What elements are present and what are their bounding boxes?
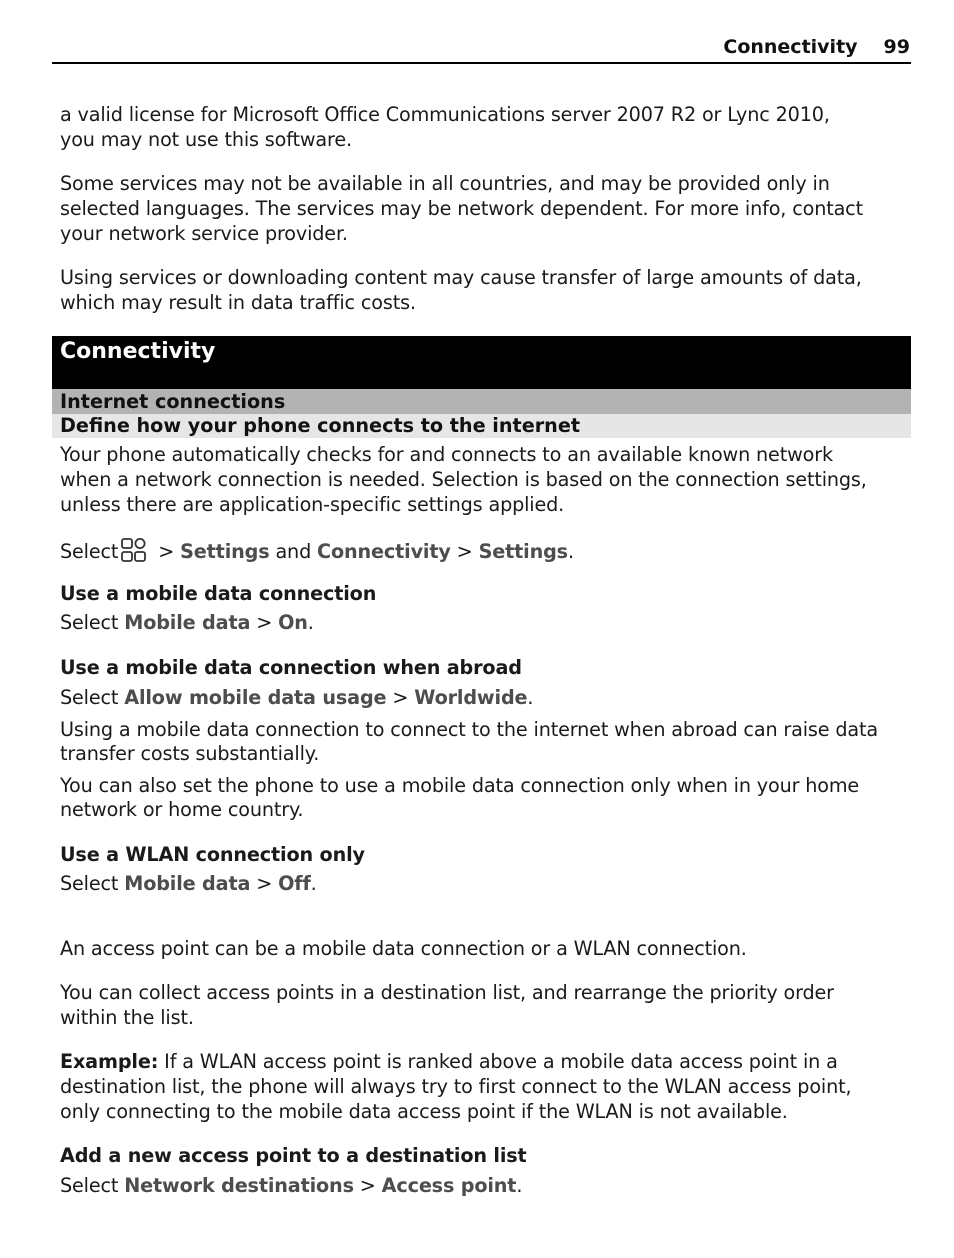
running-header (723, 36, 910, 58)
on-option: On (278, 611, 308, 634)
access-point-option: Access point (381, 1174, 517, 1197)
body-p4-line2: when a network connection is needed. Selection is based on the connection settings, (60, 468, 867, 491)
allow-mobile-data-item: Allow mobile data usage (124, 686, 387, 709)
body-p6-line1: You can also set the phone to use a mobile data connection only when in your home (60, 774, 860, 797)
heading-abroad: Use a mobile data connection when abroad (60, 656, 522, 679)
example-text: If a WLAN access point is ranked above a mobile data access point in a (158, 1050, 838, 1073)
chapter-title: Connectivity (60, 339, 216, 364)
body-p8-line1: You can collect access points in a destination list, and rearrange the priority order (60, 981, 834, 1004)
body-p4-line3: unless there are application-specific settings applied. (60, 493, 565, 516)
example-line2: destination list, the phone will always try to first connect to the WLAN access point, (60, 1075, 852, 1098)
example-line3: only connecting to the mobile data access point if the WLAN is not available. (60, 1100, 788, 1123)
path-separator: > (250, 872, 279, 895)
period: . (516, 1174, 523, 1197)
menu-grid-icon (120, 537, 148, 563)
body-p5-line2: transfer costs substantially. (60, 742, 320, 765)
header-rule (52, 62, 911, 64)
network-destinations-item: Network destinations (124, 1174, 354, 1197)
select-word: Select (60, 1174, 125, 1197)
period: . (307, 611, 314, 634)
section-title: Internet connections (60, 390, 286, 413)
body-p4-line1: Your phone automatically checks for and connects to an available known network (60, 443, 833, 466)
intro-p3-line2: which may result in data traffic costs. (60, 291, 416, 314)
intro-p1-line1: a valid license for Microsoft Office Communications server 2007 R2 or Lync 2010, (60, 103, 830, 126)
period: . (310, 872, 317, 895)
worldwide-option: Worldwide (414, 686, 528, 709)
select-word: Select (60, 540, 119, 563)
subsection-heading-band (52, 414, 911, 438)
chapter-heading-band (52, 336, 911, 389)
page-number: 99 (883, 36, 910, 58)
heading-wlan: Use a WLAN connection only (60, 843, 365, 866)
connectivity-item: Connectivity (317, 540, 451, 563)
add-access-point-instruction (60, 1174, 522, 1199)
body-p6-line2: network or home country. (60, 798, 304, 821)
body-p7-line1: An access point can be a mobile data connection or a WLAN connection. (60, 937, 747, 960)
mobile-data-instruction (60, 611, 314, 636)
off-option: Off (278, 872, 311, 895)
subsection-title: Define how your phone connects to the internet (60, 414, 581, 437)
select-word: Select (60, 611, 125, 634)
intro-p3-line1: Using services or downloading content may cause transfer of large amounts of data, (60, 266, 862, 289)
example-label: Example: (60, 1050, 159, 1073)
wlan-instruction (60, 872, 317, 897)
select-word: Select (60, 686, 125, 709)
abroad-instruction (60, 686, 533, 711)
and-word: and (269, 540, 318, 563)
example-line1 (60, 1050, 838, 1075)
header-section-title: Connectivity (723, 36, 858, 58)
settings-subitem: Settings (478, 540, 568, 563)
settings-item: Settings (180, 540, 270, 563)
intro-p2-line3: your network service provider. (60, 222, 348, 245)
path-separator: > (152, 540, 181, 563)
path-separator: > (386, 686, 415, 709)
path-separator: > (450, 540, 479, 563)
mobile-data-item: Mobile data (124, 872, 251, 895)
period: . (527, 686, 534, 709)
heading-mobile-data: Use a mobile data connection (60, 582, 377, 605)
intro-p2-line2: selected languages. The services may be network dependent. For more info, contact (60, 197, 863, 220)
section-heading-band (52, 389, 911, 414)
heading-add-access-point: Add a new access point to a destination list (60, 1144, 527, 1167)
path-separator: > (353, 1174, 382, 1197)
body-p8-line2: within the list. (60, 1006, 194, 1029)
select-settings-line (60, 537, 574, 565)
select-word: Select (60, 872, 125, 895)
path-separator: > (250, 611, 279, 634)
intro-p2-line1: Some services may not be available in all countries, and may be provided only in (60, 172, 830, 195)
mobile-data-item: Mobile data (124, 611, 251, 634)
intro-p1-line2: you may not use this software. (60, 128, 352, 151)
period: . (567, 540, 574, 563)
body-p5-line1: Using a mobile data connection to connect to the internet when abroad can raise data (60, 718, 878, 741)
